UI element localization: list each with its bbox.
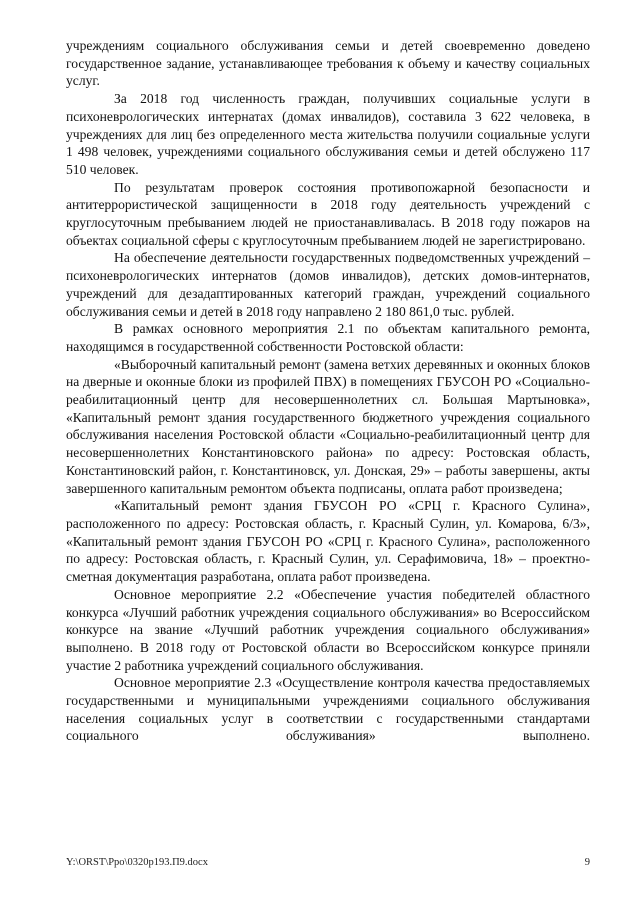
paragraph: Основное мероприятие 2.3 «Осуществление контроля качества предоставляемых государственными и муниципальными учреждениями социального обслуживания населения социальных услуг в соответствии с государственными стандартами социального обслуживания» выполнено. bbox=[66, 675, 590, 744]
paragraph: «Выборочный капитальный ремонт (замена ветхих деревянных и оконных блоков на дверные и оконные блоки из профилей ПВХ) в помещениях ГБУСОН РО «Социально-реабилитационный центр для несовершеннолетних сл. Большая Мартыновка», «Капитальный ремонт здания государственного бюджетного учреждения социального обслуживания населения Ростовской области «Социально-реабилитационный центр для несовершеннолетних Константиновского района» по адресу: Ростовская область, Константиновский район, г. Константиновск, ул. Донская, 29» – работы завершены, акты завершенного капитальным ремонтом объекта подписаны, оплата работ произведена; bbox=[66, 356, 590, 496]
paragraph: «Капитальный ремонт здания ГБУСОН РО «СРЦ г. Красного Сулина», расположенного по адресу: Ростовская область, г. Красный Сулин, ул. Комарова, 6/3», «Капитальный ремонт здания ГБУСОН РО «СРЦ г. Красного Сулина», расположенного по адресу: Ростовская область, г. Красный Сулин, ул. Серафимовича, 18» – проектно-сметная документация разработана, оплата работ произведена. bbox=[66, 498, 590, 585]
page-number: 9 bbox=[584, 857, 590, 868]
paragraph: По результатам проверок состояния противопожарной безопасности и антитеррористической защищенности в 2018 году деятельность учреждений с круглосуточным пребыванием людей не приостанавливалась. В 2018 году пожаров на объектах социальной сферы с круглосуточным пребыванием людей не зарегистрировано. bbox=[66, 179, 590, 248]
document-body bbox=[66, 37, 590, 745]
paragraph: За 2018 год численность граждан, получивших социальные услуги в психоневрологических интернатах (домах инвалидов), составила 3 622 человека, в учреждениях для лиц без определенного места жительства получили социальные услуги 1 498 человек, учреждениями социального обслуживания семьи и детей обслужено 117 510 человек. bbox=[66, 91, 590, 177]
paragraph: В рамках основного мероприятия 2.1 по объектам капитального ремонта, находящимся в государственной собственности Ростовской области: bbox=[66, 321, 590, 354]
paragraph: На обеспечение деятельности государственных подведомственных учреждений – психоневрологических интернатов (домов инвалидов), детских домов-интернатов, учреждений для дезадаптированных категорий граждан, учреждений социального обслуживания семьи и детей в 2018 году направлено 2 180 861,0 тыс. рублей. bbox=[66, 250, 590, 319]
paragraph: учреждениям социального обслуживания семьи и детей своевременно доведено государственное задание, устанавливающее требования к объему и качеству социальных услуг. bbox=[66, 38, 590, 89]
paragraph: Основное мероприятие 2.2 «Обеспечение участия победителей областного конкурса «Лучший работник учреждения социального обслуживания» во Всероссийском конкурсе на звание «Лучший работник учреждения социального обслуживания» выполнено. В 2018 году от Ростовской области во Всероссийском конкурсе приняли участие 2 работника учреждений социального обслуживания. bbox=[66, 586, 590, 673]
file-path: Y:\ORST\Ppo\0320p193.П9.docx bbox=[66, 857, 208, 868]
